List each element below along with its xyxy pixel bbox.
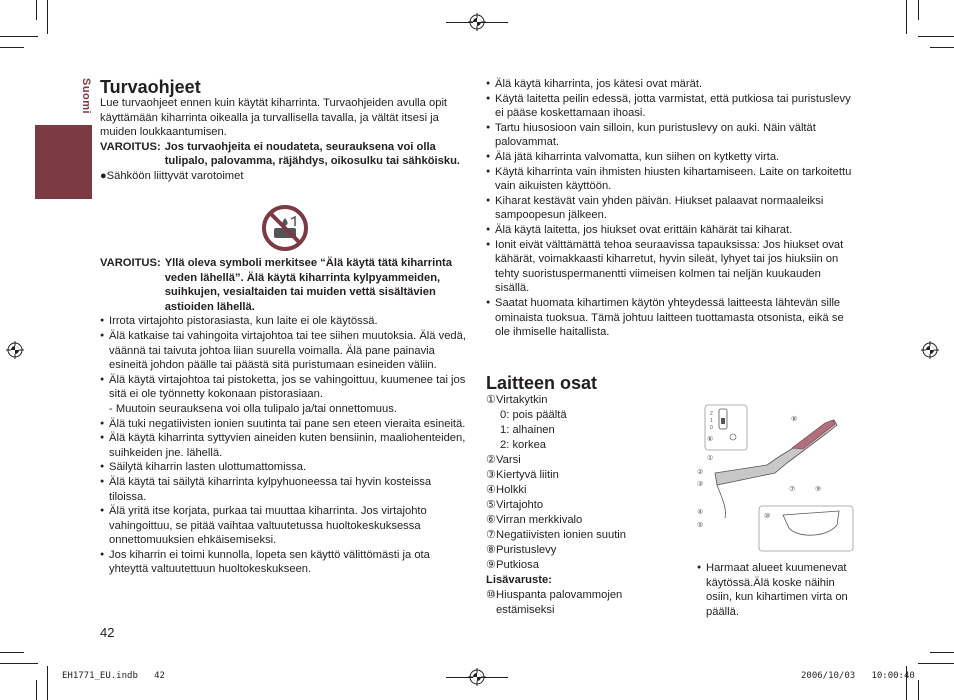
intro-text: Lue turvaohjeet ennen kuin käytät kiharrinta. Turvaohjeiden avulla opit käyttämään kiharrinta oikealla ja turvallisella tavalla, ja vältät itsesi ja muiden loukkaantumisen. — [100, 97, 448, 139]
warning-label: VAROITUS: — [100, 140, 161, 153]
language-label: Suomi — [80, 78, 92, 115]
svg-text:⑨: ⑨ — [815, 486, 822, 493]
section-heading-parts: Laitteen osat — [486, 373, 598, 393]
accessory-heading: Lisävaruste: — [486, 574, 552, 586]
list-item: ● Älä yritä itse korjata, purkaa tai muuttaa kiharrinta. Jos virtajohto vahingoittuu, se pitää vaihtaa valtuutetussa huoltokeskuksessa onnettomuuksien ehkäisemiseksi. — [100, 504, 468, 548]
list-item: ● Säilytä kiharrin lasten ulottumattomissa. — [100, 460, 468, 475]
svg-text:2: 2 — [710, 411, 713, 417]
svg-text:⑩: ⑩ — [764, 513, 771, 520]
language-tab — [35, 125, 92, 199]
list-item: ● Harmaat alueet kuumenevat käytössä.Älä koske näihin osiin, kun kihartimen virta on päällä. — [697, 561, 857, 619]
svg-text:④: ④ — [697, 509, 704, 516]
list-item: ● Älä käytä laitetta, jos hiukset ovat erittäin kähärät tai kiharat. — [486, 223, 858, 238]
list-item: ● Käytä laitetta peilin edessä, jotta varmistat, että putkiosa tai puristuslevy ei pääse koskettamaan ihoasi. — [486, 92, 858, 121]
part-item: 2: korkea — [500, 439, 547, 451]
svg-text:⑦: ⑦ — [789, 486, 796, 493]
part-item: ④Holkki — [486, 484, 527, 496]
part-item: ③Kiertyvä liitin — [486, 469, 559, 481]
accessory-item: ⑩ Hiuspanta palovammojen estämiseksi — [486, 589, 623, 616]
registration-mark-icon — [468, 13, 486, 31]
svg-text:③: ③ — [697, 481, 704, 488]
svg-text:⑧: ⑧ — [791, 416, 798, 423]
section-heading-safety: Turvaohjeet — [100, 77, 201, 97]
warning-text: Jos turvaohjeita ei noudateta, seurauksena voi olla tulipalo, palovamma, räjähdys, oikosulku tai sähköisku. — [164, 140, 461, 168]
list-item: ● Saatat huomata kihartimen käytön yhteydessä laitteesta lähtevän sille ominaista tuoksua. Tämä johtuu laitteen tuottamasta otsonista, eikä se ole ihmiselle haitallista. — [486, 296, 858, 340]
page-number: 42 — [100, 625, 115, 640]
list-item: ● Älä käytä kiharrinta, jos kätesi ovat märät. — [486, 77, 858, 92]
left-column-lower — [100, 256, 468, 577]
warning-label: VAROITUS: — [100, 257, 161, 269]
warning-text: Yllä oleva symboli merkitsee “Älä käytä tätä kiharrinta veden lähellä”. Älä käytä kiharrinta kylpyammeiden, suihkujen, vesialtaiden tai muiden vettä sisältävien astioiden lähellä. — [164, 257, 452, 313]
list-item: ● Irrota virtajohto pistorasiasta, kun laite ei ole käytössä. — [100, 314, 468, 329]
warning-block — [100, 140, 468, 169]
parts-list — [486, 393, 666, 618]
part-item: ⑧Puristuslevy — [486, 544, 557, 556]
list-item: ● Älä käytä kiharrinta syttyvien aineiden kuten bensiinin, maaliohenteiden, suihkeiden jne. lähellä. — [100, 431, 468, 460]
hot-surface-note — [697, 561, 857, 619]
left-column — [100, 96, 468, 184]
list-item: ● Älä käytä virtajohtoa tai pistoketta, jos se vahingoittuu, kuumenee tai jos sitä ei ole työnnetty kokonaan pistorasiaan. — [100, 373, 468, 402]
svg-text:①: ① — [707, 455, 714, 462]
curling-iron-diagram — [697, 403, 857, 558]
print-file-info: EH1771_EU.indb 42 — [62, 671, 165, 681]
electric-heading: ●Sähköön liittyvät varotoimet — [100, 169, 244, 182]
part-item: 1: alhainen — [500, 424, 555, 436]
part-item: ⑨Putkiosa — [486, 559, 539, 571]
list-item: ● Jos kiharrin ei toimi kunnolla, lopeta sen käyttö välittömästi ja ota yhteyttä valtuutettuun huoltokeskukseen. — [100, 548, 468, 577]
no-water-bath-icon — [261, 204, 309, 252]
part-item: ⑤Virtajohto — [486, 499, 544, 511]
part-item: ⑦Negatiivisten ionien suutin — [486, 529, 627, 541]
part-item: 0: pois päältä — [500, 409, 567, 421]
list-item: ● Kiharat kestävät vain yhden päivän. Hiukset palaavat normaaleiksi sampoopesun jälkeen. — [486, 194, 858, 223]
part-item: ①Virtakytkin — [486, 394, 548, 406]
print-timestamp: 2006/10/03 10:00:40 — [801, 671, 915, 681]
registration-mark-icon — [6, 341, 24, 359]
list-item: ● Älä jätä kiharrinta valvomatta, kun siihen on kytketty virta. — [486, 150, 858, 165]
svg-text:0: 0 — [710, 425, 713, 431]
sub-note: - Muutoin seurauksena voi olla tulipalo ja/tai onnettomuus. — [109, 402, 397, 415]
part-item: ②Varsi — [486, 454, 521, 466]
list-item: ● Tartu hiusosioon vain silloin, kun puristuslevy on auki. Näin vältät palovammat. — [486, 121, 858, 150]
list-item: ● Älä tuki negatiivisten ionien suutinta tai pane sen eteen vieraita esineitä. — [100, 417, 468, 432]
registration-mark-icon — [468, 668, 486, 686]
registration-mark-icon — [921, 341, 939, 359]
list-item: ● Ionit eivät välttämättä tehoa seuraavissa tapauksissa: Jos hiukset ovat kähärät, voimakkaasti kiharretut, hyvin sileät, lyhyet tai jos hiuksiin on tehty suoristuspermanentti viimeisen kolmen tai neljän kuukauden sisällä. — [486, 238, 858, 296]
part-item: ⑥Virran merkkivalo — [486, 514, 583, 526]
list-item: ● Käytä kiharrinta vain ihmisten hiusten kihartamiseen. Laite on tarkoitettu vain aikuisten käyttöön. — [486, 165, 858, 194]
list-item: ● Älä käytä tai säilytä kiharrinta kylpyhuoneessa tai hyvin kosteissa tiloissa. — [100, 475, 468, 504]
svg-text:⑥: ⑥ — [707, 436, 714, 443]
list-item: ● Älä katkaise tai vahingoita virtajohtoa tai tee siihen muutoksia. Älä vedä, väännä tai taivuta johtoa liian suurella voimalla. Älä pane painavia esineitä johdon päälle tai päästä sitä puristumaan esineiden väliin. — [100, 329, 468, 373]
right-column — [486, 77, 858, 340]
warning-block — [100, 256, 468, 314]
svg-text:②: ② — [697, 469, 704, 476]
svg-text:⑤: ⑤ — [697, 522, 704, 529]
svg-text:1: 1 — [710, 418, 713, 424]
